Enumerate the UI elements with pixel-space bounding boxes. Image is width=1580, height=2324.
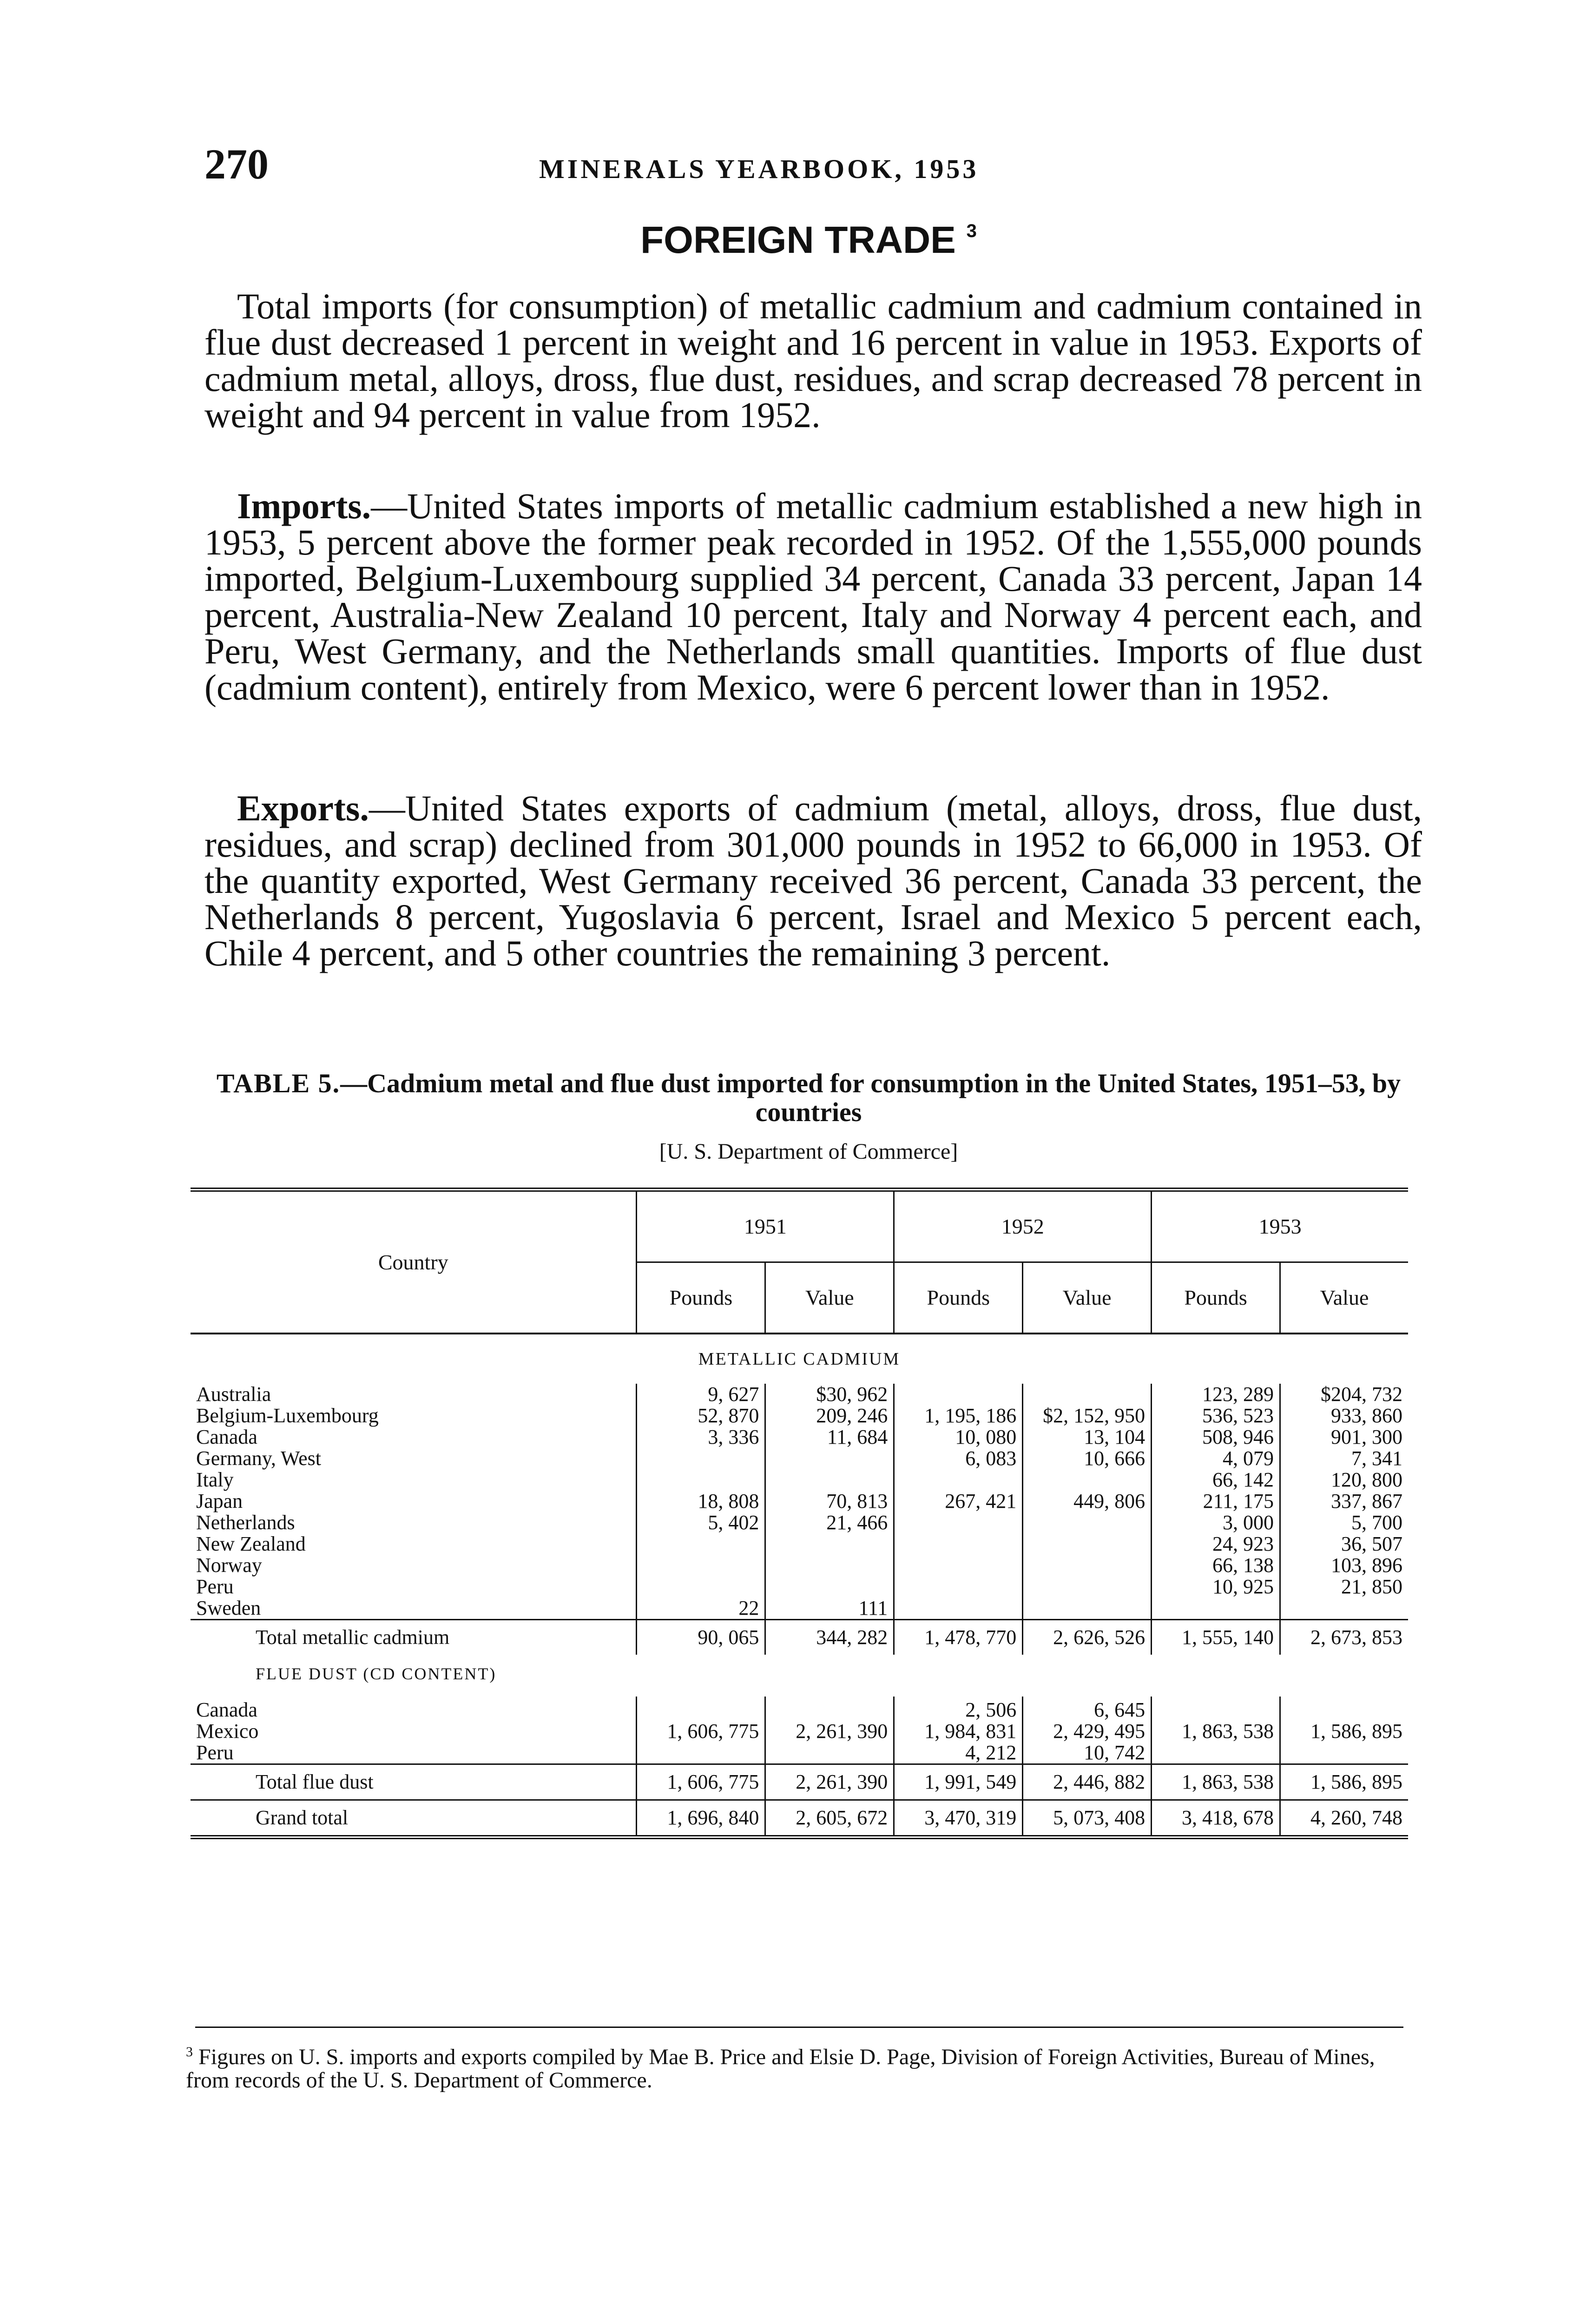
pounds-cell — [1152, 1697, 1280, 1721]
value-cell — [765, 1448, 894, 1469]
table-row — [191, 1697, 1408, 1721]
pounds-cell: 1, 606, 775 — [637, 1764, 765, 1800]
table-title-text: —Cadmium metal and flue dust imported for consumption in the United States, 1951–53, by countries — [340, 1068, 1401, 1127]
table-row — [191, 1448, 1408, 1469]
footnote-text: Figures on U. S. imports and exports compiled by Mae B. Price and Elsie D. Page, Division of Foreign Activities, Bureau of Mines, from records of the U. S. Department of Commerce. — [186, 2045, 1375, 2093]
value-cell — [765, 1555, 894, 1576]
pounds-cell — [637, 1742, 765, 1764]
pounds-cell: 18, 808 — [637, 1491, 765, 1512]
table-row — [191, 1533, 1408, 1555]
pounds-cell: 10, 925 — [1152, 1576, 1280, 1598]
value-cell: 36, 507 — [1341, 1532, 1402, 1555]
table-row — [191, 1426, 1408, 1448]
pounds-cell: 4, 079 — [1152, 1448, 1280, 1469]
pounds-cell: 6, 083 — [894, 1448, 1023, 1469]
running-head: MINERALS YEARBOOK, 1953 — [539, 154, 979, 184]
value-cell: 5, 700 — [1351, 1511, 1402, 1534]
year-header-1952: 1952 — [894, 1190, 1152, 1262]
pounds-cell: 3, 336 — [637, 1426, 765, 1448]
section-title — [204, 218, 1413, 262]
pounds-cell — [1152, 1598, 1280, 1620]
exports-label: Exports. — [237, 788, 369, 828]
value-cell — [1023, 1555, 1152, 1576]
flue-dust-heading-label: FLUE DUST (CD CONTENT) — [256, 1664, 497, 1683]
value-cell — [765, 1697, 894, 1721]
value-cell: $204, 732 — [1321, 1383, 1402, 1406]
country-column-header: Country — [191, 1190, 637, 1334]
pounds-header: Pounds — [1152, 1262, 1280, 1334]
section-title-text: FOREIGN TRADE — [640, 219, 956, 261]
table-row — [191, 1598, 1408, 1620]
value-cell: 13, 104 — [1023, 1426, 1152, 1448]
imports-label: Imports. — [237, 486, 371, 526]
table-row — [191, 1491, 1408, 1512]
value-cell: 10, 742 — [1023, 1742, 1152, 1764]
pounds-cell — [637, 1555, 765, 1576]
value-cell: 103, 896 — [1331, 1554, 1402, 1577]
exports-text: —United States exports of cadmium (metal, alloys, dross, flue dust, residues, and scrap) declined from 301,000 pounds in 1952 to 66,000 in 1953. Of the quantity exported, West Germany received 36 percent, Canada 33 percent, the Netherlands 8 percent, Yugoslavia 6 percent, Israel and Mexico 5 percent each, Chile 4 percent, and 5 other countries the remaining 3 percent. — [204, 788, 1422, 973]
value-cell: 337, 867 — [1331, 1490, 1402, 1512]
pounds-cell: 3, 000 — [1152, 1512, 1280, 1533]
value-cell — [1023, 1533, 1152, 1555]
pounds-cell — [637, 1576, 765, 1598]
pounds-cell — [637, 1697, 765, 1721]
pounds-cell — [637, 1448, 765, 1469]
pounds-header: Pounds — [637, 1262, 765, 1334]
table-source: [U. S. Department of Commerce] — [659, 1139, 958, 1164]
country-cell: New Zealand — [191, 1533, 637, 1555]
year-header-1953: 1953 — [1152, 1190, 1408, 1262]
country-cell: Peru — [191, 1576, 637, 1598]
value-cell: 2, 429, 495 — [1023, 1721, 1152, 1742]
value-cell: 2, 261, 390 — [765, 1764, 894, 1800]
value-cell: 6, 645 — [1023, 1697, 1152, 1721]
value-cell: 1, 586, 895 — [1310, 1720, 1402, 1743]
value-cell: 70, 813 — [765, 1491, 894, 1512]
pounds-cell — [637, 1469, 765, 1491]
value-cell: $2, 152, 950 — [1023, 1405, 1152, 1426]
value-cell — [1023, 1384, 1152, 1405]
footnote-rule — [195, 2027, 1403, 2028]
table-row — [191, 1469, 1408, 1491]
value-cell: 21, 466 — [765, 1512, 894, 1533]
table-label: TABLE 5. — [216, 1068, 341, 1098]
metallic-total-row — [191, 1620, 1408, 1655]
table-row — [191, 1405, 1408, 1426]
pounds-cell — [894, 1533, 1023, 1555]
country-cell: Belgium-Luxembourg — [191, 1405, 637, 1426]
value-cell — [1023, 1512, 1152, 1533]
value-cell — [765, 1533, 894, 1555]
value-cell: 21, 850 — [1341, 1575, 1402, 1598]
value-header: Value — [1320, 1286, 1369, 1309]
cadmium-imports-table — [191, 1188, 1408, 1839]
imports-text: —United States imports of metallic cadmium established a new high in 1953, 5 percent above the former peak recorded in 1952. Of the 1,555,000 pounds imported, Belgium-Luxembourg supplied 34 percent, Canada 33 percent, Japan 14 percent, Australia-New Zealand 10 percent, Italy and Norway 4 percent each, and Peru, West Germany, and the Netherlands small quantities. Imports of flue dust (cadmium content), entirely from Mexico, were 6 percent lower than in 1952. — [204, 486, 1422, 707]
intro-paragraph — [204, 288, 1422, 433]
country-cell: Italy — [191, 1469, 637, 1491]
pounds-cell: 1, 555, 140 — [1152, 1620, 1280, 1655]
table-title — [195, 1069, 1422, 1127]
country-cell: Sweden — [191, 1598, 637, 1620]
value-cell: 10, 666 — [1023, 1448, 1152, 1469]
country-cell: Netherlands — [191, 1512, 637, 1533]
value-cell — [1280, 1697, 1408, 1721]
imports-paragraph — [204, 488, 1422, 706]
pounds-cell: 4, 212 — [894, 1742, 1023, 1764]
pounds-cell — [894, 1384, 1023, 1405]
country-cell: Peru — [191, 1742, 637, 1764]
table-row — [191, 1555, 1408, 1576]
table-row — [191, 1512, 1408, 1533]
value-cell: 2, 605, 672 — [765, 1800, 894, 1837]
pounds-cell — [894, 1555, 1023, 1576]
grand-total-row — [191, 1800, 1408, 1837]
value-cell: 2, 446, 882 — [1023, 1764, 1152, 1800]
value-cell — [765, 1742, 894, 1764]
pounds-header: Pounds — [894, 1262, 1023, 1334]
year-header-1951: 1951 — [637, 1190, 894, 1262]
country-cell: Canada — [191, 1426, 637, 1448]
value-cell — [765, 1469, 894, 1491]
country-cell: Total metallic cadmium — [191, 1620, 637, 1655]
pounds-cell: 1, 606, 775 — [637, 1721, 765, 1742]
value-cell: 2, 673, 853 — [1280, 1620, 1408, 1655]
table-row — [191, 1721, 1408, 1742]
country-cell: Australia — [191, 1384, 637, 1405]
value-cell: 11, 684 — [765, 1426, 894, 1448]
pounds-cell: 66, 142 — [1152, 1469, 1280, 1491]
pounds-cell: 211, 175 — [1152, 1491, 1280, 1512]
table-row — [191, 1576, 1408, 1598]
country-cell: Norway — [191, 1555, 637, 1576]
pounds-cell: 1, 696, 840 — [637, 1800, 765, 1837]
metallic-cadmium-heading-label: METALLIC CADMIUM — [698, 1349, 901, 1369]
page-number: 270 — [204, 140, 269, 188]
pounds-cell: 90, 065 — [637, 1620, 765, 1655]
value-cell: 2, 261, 390 — [765, 1721, 894, 1742]
pounds-cell — [894, 1576, 1023, 1598]
value-cell — [765, 1576, 894, 1598]
value-cell: 209, 246 — [765, 1405, 894, 1426]
pounds-cell: 123, 289 — [1152, 1384, 1280, 1405]
page-header — [204, 139, 1413, 191]
pounds-cell — [1152, 1742, 1280, 1764]
country-cell: Canada — [191, 1697, 637, 1721]
value-cell: $30, 962 — [765, 1384, 894, 1405]
value-header: Value — [765, 1262, 894, 1334]
pounds-cell: 3, 418, 678 — [1152, 1800, 1280, 1837]
pounds-cell: 66, 138 — [1152, 1555, 1280, 1576]
pounds-cell: 1, 195, 186 — [894, 1405, 1023, 1426]
pounds-cell: 536, 523 — [1152, 1405, 1280, 1426]
pounds-cell — [637, 1533, 765, 1555]
pounds-cell: 5, 402 — [637, 1512, 765, 1533]
value-cell — [1023, 1598, 1152, 1620]
country-cell: Total flue dust — [191, 1764, 637, 1800]
flue-dust-heading — [191, 1655, 1408, 1697]
footnote-mark: 3 — [186, 2044, 193, 2060]
value-cell: 120, 800 — [1331, 1468, 1402, 1491]
intro-text: Total imports (for consumption) of metallic cadmium and cadmium contained in flue dust decreased 1 percent in weight and 16 percent in value in 1953. Exports of cadmium metal, alloys, dross, flue dust, residues, and scrap decreased 78 percent in weight and 94 percent in value from 1952. — [204, 286, 1422, 435]
pounds-cell: 1, 991, 549 — [894, 1764, 1023, 1800]
flue-total-row — [191, 1764, 1408, 1800]
value-cell: 5, 073, 408 — [1023, 1800, 1152, 1837]
table-row — [191, 1384, 1408, 1405]
value-cell: 2, 626, 526 — [1023, 1620, 1152, 1655]
country-cell: Mexico — [191, 1721, 637, 1742]
exports-paragraph — [204, 790, 1422, 971]
pounds-cell: 9, 627 — [637, 1384, 765, 1405]
pounds-cell: 3, 470, 319 — [894, 1800, 1023, 1837]
country-cell: Japan — [191, 1491, 637, 1512]
footnote — [186, 2040, 1413, 2092]
value-cell — [1280, 1742, 1408, 1764]
pounds-cell — [894, 1512, 1023, 1533]
value-cell: 449, 806 — [1023, 1491, 1152, 1512]
pounds-cell: 1, 863, 538 — [1152, 1721, 1280, 1742]
pounds-cell: 2, 506 — [894, 1697, 1023, 1721]
table-body — [191, 1334, 1408, 1837]
pounds-cell: 22 — [637, 1598, 765, 1620]
metallic-cadmium-heading — [191, 1334, 1408, 1384]
country-cell: Grand total — [191, 1800, 637, 1837]
value-cell: 1, 586, 895 — [1280, 1764, 1408, 1800]
table-row — [191, 1742, 1408, 1764]
value-cell — [1023, 1469, 1152, 1491]
section-footnote-mark: 3 — [966, 221, 977, 241]
pounds-cell: 52, 870 — [637, 1405, 765, 1426]
value-cell — [1280, 1598, 1408, 1620]
value-header: Value — [1023, 1262, 1152, 1334]
value-cell: 111 — [765, 1598, 894, 1620]
pounds-cell: 1, 984, 831 — [894, 1721, 1023, 1742]
pounds-cell: 508, 946 — [1152, 1426, 1280, 1448]
country-cell: Germany, West — [191, 1448, 637, 1469]
pounds-cell — [894, 1598, 1023, 1620]
pounds-cell: 267, 421 — [894, 1491, 1023, 1512]
pounds-cell — [894, 1469, 1023, 1491]
value-cell: 933, 860 — [1331, 1404, 1402, 1427]
pounds-cell: 10, 080 — [894, 1426, 1023, 1448]
value-cell: 7, 341 — [1351, 1447, 1402, 1470]
value-cell: 4, 260, 748 — [1280, 1800, 1408, 1837]
value-cell — [1023, 1576, 1152, 1598]
pounds-cell: 24, 923 — [1152, 1533, 1280, 1555]
pounds-cell: 1, 863, 538 — [1152, 1764, 1280, 1800]
value-cell: 901, 300 — [1331, 1426, 1402, 1448]
value-cell: 344, 282 — [765, 1620, 894, 1655]
pounds-cell: 1, 478, 770 — [894, 1620, 1023, 1655]
